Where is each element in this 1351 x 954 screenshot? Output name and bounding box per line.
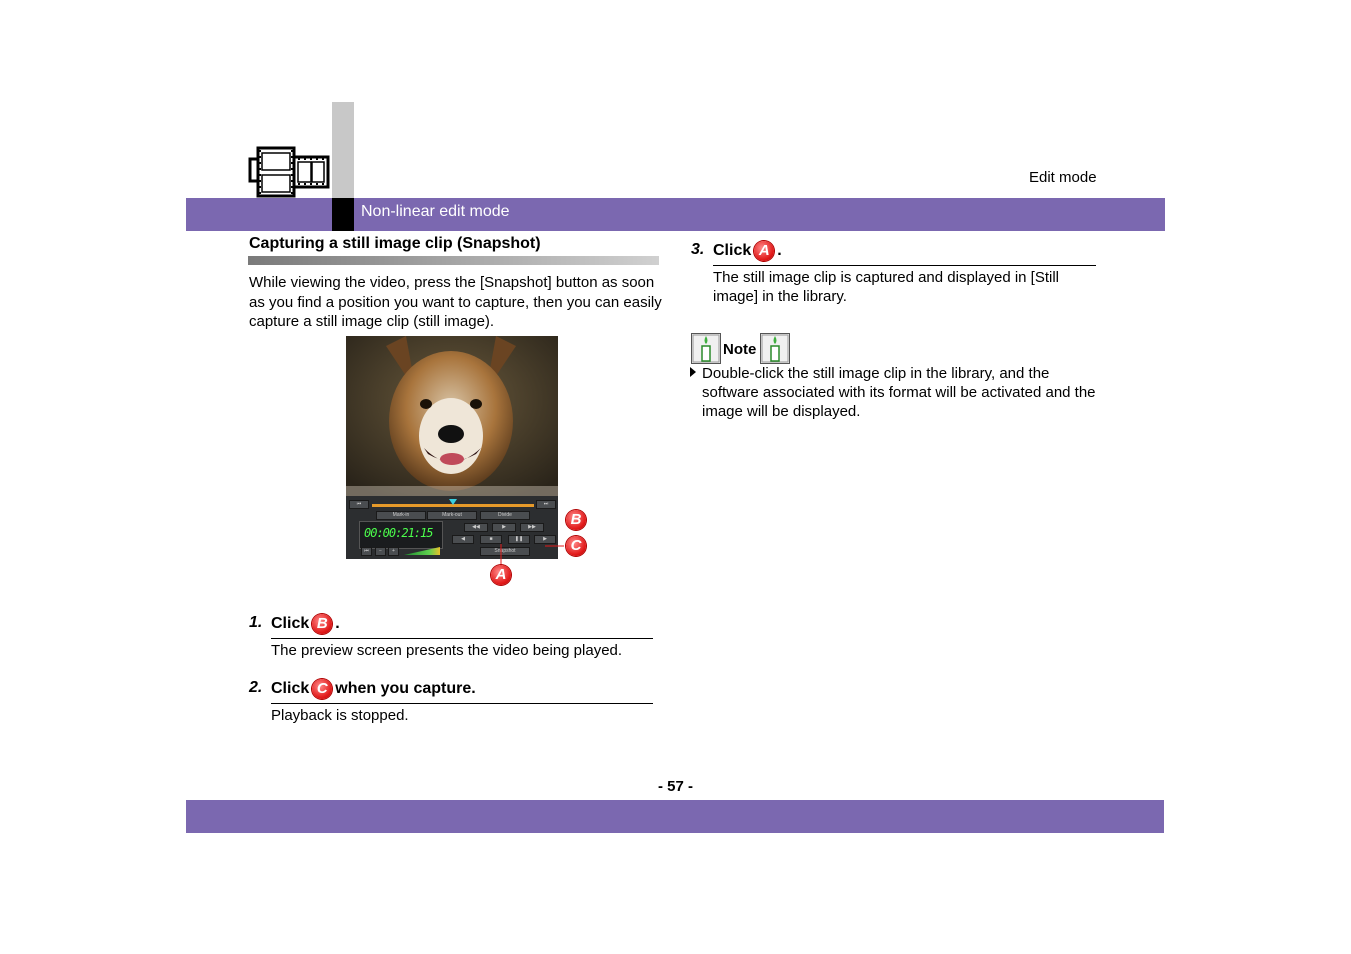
zoom-in-button[interactable]: + <box>388 547 399 556</box>
timecode-readout: 00:00:21:15 <box>364 526 433 540</box>
chapter-title: Edit mode <box>1029 169 1097 186</box>
step-1-label: Click <box>271 615 310 633</box>
step-2-instruction <box>271 679 476 699</box>
header-gray-tab <box>332 102 354 198</box>
note-text: Double-click the still image clip in the library, and the software associated with its format will be activated and the image will be displayed. <box>702 365 1096 420</box>
fast-forward-button[interactable]: ▶▶ <box>520 523 544 532</box>
step-1-description: The preview screen presents the video being played. <box>271 642 623 659</box>
step-2-label: Click <box>271 680 310 698</box>
rewind-button[interactable]: ◀◀ <box>464 523 488 532</box>
step-1-number: 1. <box>249 614 263 631</box>
step-1-suffix: . <box>335 615 340 633</box>
callout-b-icon: B <box>566 510 586 530</box>
callout-leader-lines <box>500 540 570 570</box>
callout-c-icon: C <box>566 536 586 556</box>
step-3-suffix: . <box>777 242 782 260</box>
go-start-button[interactable]: ⏮ <box>349 500 369 509</box>
step-1-instruction <box>271 614 340 634</box>
frame-forward-button[interactable]: ▶ <box>534 535 556 544</box>
film-strip-icon <box>248 145 330 200</box>
section-heading: Capturing a still image clip (Snapshot) <box>249 235 541 252</box>
section-title: Non-linear edit mode <box>361 203 510 220</box>
intro-paragraph: While viewing the video, press the [Snapshot] button as soon as you find a position you want to capture, then you can easily capture a still image clip (still image). <box>249 274 662 330</box>
step-3-rule <box>713 265 1096 266</box>
divide-button[interactable]: Divide <box>480 511 530 520</box>
step-2-description: Playback is stopped. <box>271 707 409 724</box>
step-3-description: The still image clip is captured and displayed in [Still image] in the library. <box>713 269 1060 305</box>
callout-c-icon: C <box>312 679 332 699</box>
footer-bar <box>186 800 1164 833</box>
candle-icon <box>760 333 790 364</box>
step-2-number: 2. <box>249 679 263 696</box>
mark-in-button[interactable]: Mark-in <box>376 511 426 520</box>
step-3-instruction <box>713 241 782 261</box>
heading-rule <box>248 256 659 265</box>
timecode-display <box>359 521 443 549</box>
step-2-rule <box>271 703 653 704</box>
candle-icon <box>691 333 721 364</box>
step-1-rule <box>271 638 653 639</box>
stop-button[interactable]: ■ <box>480 535 502 544</box>
page-number: - 57 - <box>657 778 693 795</box>
step-2-suffix: when you capture. <box>335 680 476 698</box>
callout-b-icon: B <box>312 614 332 634</box>
step-3-label: Click <box>713 242 752 260</box>
header-black-tab <box>332 198 354 231</box>
note-label: Note <box>723 341 757 358</box>
bullet-arrow-icon <box>690 367 696 377</box>
timeline-position-marker[interactable] <box>449 499 457 505</box>
callout-a-icon: A <box>491 565 511 585</box>
play-button[interactable]: ▶ <box>492 523 516 532</box>
snapshot-button[interactable]: Snapshot <box>480 547 530 556</box>
step-3-number: 3. <box>691 241 705 258</box>
callout-a-icon: A <box>754 241 774 261</box>
frame-back-button[interactable]: ◀ <box>452 535 474 544</box>
video-preview <box>346 336 558 496</box>
mark-out-button[interactable]: Mark-out <box>427 511 477 520</box>
pause-button[interactable]: ❚❚ <box>508 535 530 544</box>
zoom-out-button[interactable]: − <box>375 547 386 556</box>
go-end-button[interactable]: ⏭ <box>536 500 556 509</box>
step-back-button[interactable]: ⏮ <box>361 547 372 556</box>
